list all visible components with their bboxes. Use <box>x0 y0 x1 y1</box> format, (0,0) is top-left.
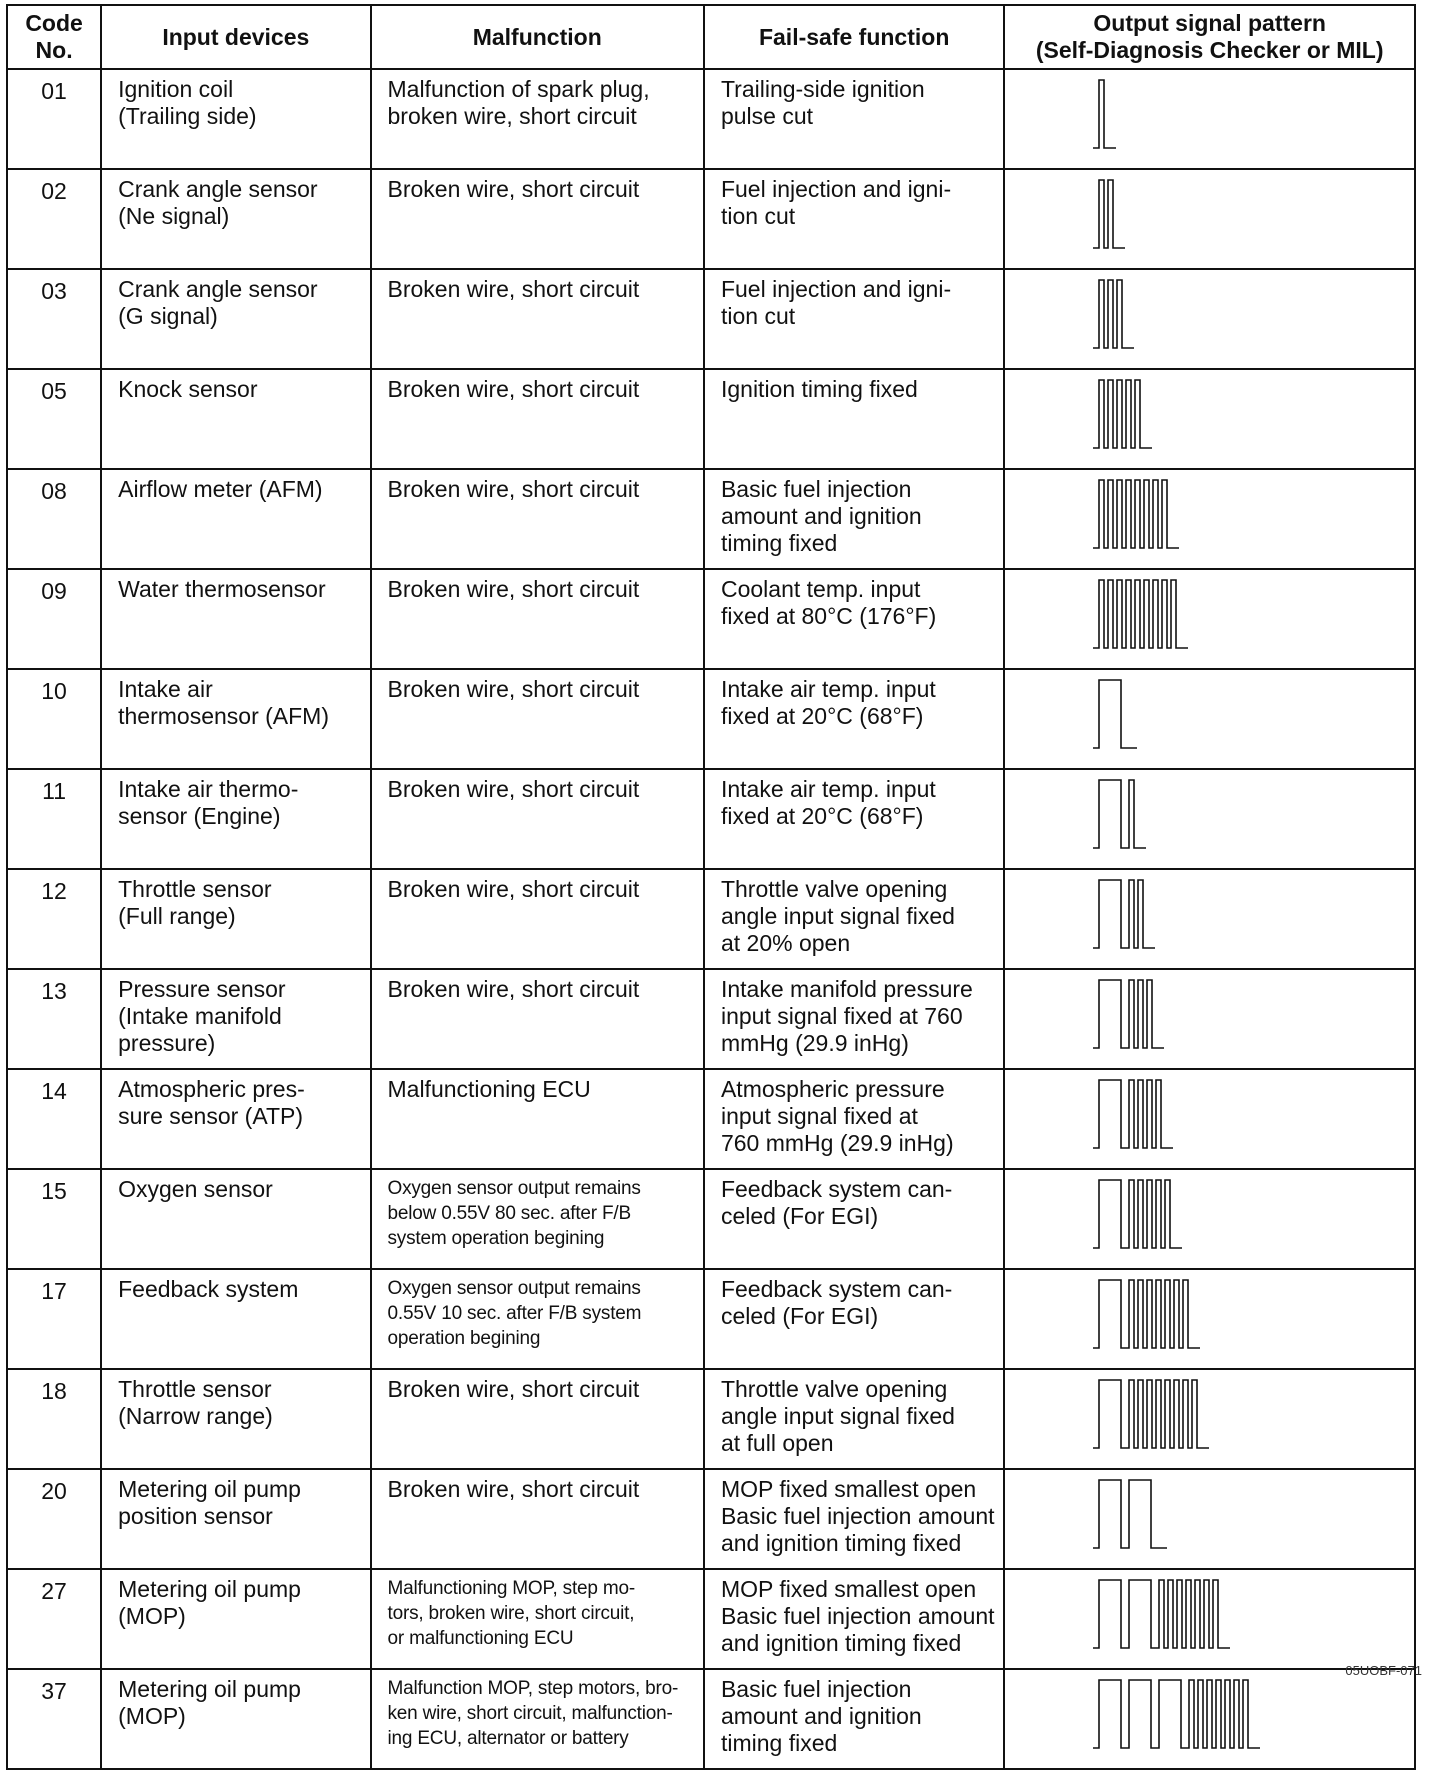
code-cell: 37 <box>7 1669 101 1769</box>
signal-pulse-trace <box>1093 780 1146 848</box>
signal-waveform <box>1005 370 1411 458</box>
code-cell: 12 <box>7 869 101 969</box>
header-code-no: Code No. <box>7 5 101 69</box>
input-device-cell: Water thermosensor <box>101 569 370 669</box>
code-cell: 02 <box>7 169 101 269</box>
table-row <box>7 169 1415 269</box>
code-cell: 14 <box>7 1069 101 1169</box>
table-row <box>7 1369 1415 1469</box>
signal-waveform <box>1005 670 1411 758</box>
table-row <box>7 369 1415 469</box>
table-row <box>7 1569 1415 1669</box>
signal-pulse-trace <box>1093 280 1134 348</box>
signal-pulse-trace <box>1093 680 1137 748</box>
signal-waveform <box>1005 1470 1411 1558</box>
table-row <box>7 1069 1415 1169</box>
signal-waveform <box>1005 1170 1411 1258</box>
code-cell: 17 <box>7 1269 101 1369</box>
fail-safe-cell: Fuel injection and igni- tion cut <box>704 169 1004 269</box>
code-cell: 05 <box>7 369 101 469</box>
signal-pulse-trace <box>1093 1380 1209 1448</box>
code-cell: 11 <box>7 769 101 869</box>
code-cell: 20 <box>7 1469 101 1569</box>
signal-pattern-cell <box>1004 969 1415 1069</box>
fail-safe-cell: Throttle valve opening angle input signal fixed at 20% open <box>704 869 1004 969</box>
signal-waveform <box>1005 1370 1411 1458</box>
signal-pulse-trace <box>1093 1280 1200 1348</box>
signal-pulse-trace <box>1093 1680 1260 1748</box>
code-cell: 15 <box>7 1169 101 1269</box>
signal-pattern-cell <box>1004 69 1415 169</box>
signal-waveform <box>1005 770 1411 858</box>
input-device-cell: Knock sensor <box>101 369 370 469</box>
signal-pattern-cell <box>1004 269 1415 369</box>
malfunction-cell: Broken wire, short circuit <box>371 1369 704 1469</box>
malfunction-cell: Broken wire, short circuit <box>371 469 704 569</box>
input-device-cell: Pressure sensor (Intake manifold pressure) <box>101 969 370 1069</box>
fail-safe-cell: MOP fixed smallest open Basic fuel injection amount and ignition timing fixed <box>704 1569 1004 1669</box>
signal-pattern-cell <box>1004 1469 1415 1569</box>
signal-pulse-trace <box>1093 580 1188 648</box>
table-row <box>7 669 1415 769</box>
fail-safe-cell: Intake manifold pressure input signal fixed at 760 mmHg (29.9 inHg) <box>704 969 1004 1069</box>
malfunction-cell: Malfunctioning MOP, step mo- tors, broken wire, short circuit, or malfunctioning ECU <box>371 1569 704 1669</box>
input-device-cell: Feedback system <box>101 1269 370 1369</box>
table-row <box>7 1269 1415 1369</box>
table-row <box>7 1469 1415 1569</box>
table-row <box>7 1169 1415 1269</box>
code-cell: 09 <box>7 569 101 669</box>
header-fail-safe-function: Fail-safe function <box>704 5 1004 69</box>
malfunction-cell: Broken wire, short circuit <box>371 569 704 669</box>
fail-safe-cell: Basic fuel injection amount and ignition timing fixed <box>704 469 1004 569</box>
signal-pulse-trace <box>1093 980 1164 1048</box>
malfunction-cell: Broken wire, short circuit <box>371 169 704 269</box>
input-device-cell: Oxygen sensor <box>101 1169 370 1269</box>
input-device-cell: Crank angle sensor (Ne signal) <box>101 169 370 269</box>
malfunction-cell: Broken wire, short circuit <box>371 369 704 469</box>
signal-pattern-cell <box>1004 1269 1415 1369</box>
signal-waveform <box>1005 1270 1411 1358</box>
table-row <box>7 569 1415 669</box>
malfunction-cell: Malfunction of spark plug, broken wire, short circuit <box>371 69 704 169</box>
signal-waveform <box>1005 870 1411 958</box>
table-row <box>7 269 1415 369</box>
signal-pattern-cell <box>1004 669 1415 769</box>
table-body <box>7 69 1415 1769</box>
table-row <box>7 769 1415 869</box>
input-device-cell: Intake air thermo- sensor (Engine) <box>101 769 370 869</box>
fail-safe-cell: Feedback system can- celed (For EGI) <box>704 1269 1004 1369</box>
malfunction-cell: Oxygen sensor output remains below 0.55V 80 sec. after F/B system operation begining <box>371 1169 704 1269</box>
signal-pattern-cell <box>1004 1069 1415 1169</box>
signal-pulse-trace <box>1093 380 1152 448</box>
signal-waveform <box>1005 1570 1411 1658</box>
fail-safe-cell: Trailing-side ignition pulse cut <box>704 69 1004 169</box>
table-row <box>7 969 1415 1069</box>
malfunction-cell: Broken wire, short circuit <box>371 969 704 1069</box>
signal-pattern-cell <box>1004 769 1415 869</box>
signal-waveform <box>1005 70 1411 158</box>
header-row <box>7 5 1415 69</box>
signal-pattern-cell <box>1004 169 1415 269</box>
signal-pattern-cell <box>1004 1169 1415 1269</box>
malfunction-cell: Broken wire, short circuit <box>371 869 704 969</box>
fail-safe-cell: Ignition timing fixed <box>704 369 1004 469</box>
fail-safe-cell: Fuel injection and igni- tion cut <box>704 269 1004 369</box>
table-row <box>7 1669 1415 1769</box>
code-cell: 27 <box>7 1569 101 1669</box>
code-cell: 08 <box>7 469 101 569</box>
diagnosis-code-table <box>6 4 1416 1770</box>
fail-safe-cell: Intake air temp. input fixed at 20°C (68°F) <box>704 769 1004 869</box>
signal-pulse-trace <box>1093 80 1116 148</box>
code-cell: 03 <box>7 269 101 369</box>
signal-pulse-trace <box>1093 1180 1182 1248</box>
input-device-cell: Airflow meter (AFM) <box>101 469 370 569</box>
signal-pulse-trace <box>1093 1080 1173 1148</box>
table-row <box>7 469 1415 569</box>
fail-safe-cell: Basic fuel injection amount and ignition timing fixed <box>704 1669 1004 1769</box>
input-device-cell: Throttle sensor (Narrow range) <box>101 1369 370 1469</box>
malfunction-cell: Malfunctioning ECU <box>371 1069 704 1169</box>
fail-safe-cell: Throttle valve opening angle input signal fixed at full open <box>704 1369 1004 1469</box>
header-input-devices: Input devices <box>101 5 370 69</box>
signal-pattern-cell <box>1004 469 1415 569</box>
signal-waveform <box>1005 1670 1411 1758</box>
fail-safe-cell: Feedback system can- celed (For EGI) <box>704 1169 1004 1269</box>
input-device-cell: Throttle sensor (Full range) <box>101 869 370 969</box>
signal-pattern-cell <box>1004 569 1415 669</box>
signal-pulse-trace <box>1093 1480 1167 1548</box>
header-output-signal-pattern: Output signal pattern (Self-Diagnosis Checker or MIL) <box>1004 5 1415 69</box>
input-device-cell: Crank angle sensor (G signal) <box>101 269 370 369</box>
malfunction-cell: Malfunction MOP, step motors, bro- ken wire, short circuit, malfunction- ing ECU, alternator or battery <box>371 1669 704 1769</box>
input-device-cell: Intake air thermosensor (AFM) <box>101 669 370 769</box>
signal-pulse-trace <box>1093 880 1155 948</box>
signal-pulse-trace <box>1093 1580 1230 1648</box>
malfunction-cell: Broken wire, short circuit <box>371 669 704 769</box>
code-cell: 13 <box>7 969 101 1069</box>
signal-pulse-trace <box>1093 480 1179 548</box>
code-cell: 10 <box>7 669 101 769</box>
signal-pulse-trace <box>1093 180 1125 248</box>
signal-pattern-cell <box>1004 369 1415 469</box>
input-device-cell: Metering oil pump position sensor <box>101 1469 370 1569</box>
signal-pattern-cell <box>1004 1569 1415 1669</box>
input-device-cell: Ignition coil (Trailing side) <box>101 69 370 169</box>
header-malfunction: Malfunction <box>371 5 704 69</box>
fail-safe-cell: MOP fixed smallest open Basic fuel injection amount and ignition timing fixed <box>704 1469 1004 1569</box>
signal-waveform <box>1005 470 1411 558</box>
signal-waveform <box>1005 970 1411 1058</box>
signal-waveform <box>1005 1070 1411 1158</box>
fail-safe-cell: Intake air temp. input fixed at 20°C (68°F) <box>704 669 1004 769</box>
code-cell: 18 <box>7 1369 101 1469</box>
table-row <box>7 69 1415 169</box>
malfunction-cell: Oxygen sensor output remains 0.55V 10 sec. after F/B system operation begining <box>371 1269 704 1369</box>
signal-pattern-cell <box>1004 1669 1415 1769</box>
table-row <box>7 869 1415 969</box>
malfunction-cell: Broken wire, short circuit <box>371 269 704 369</box>
input-device-cell: Metering oil pump (MOP) <box>101 1569 370 1669</box>
fail-safe-cell: Atmospheric pressure input signal fixed at 760 mmHg (29.9 inHg) <box>704 1069 1004 1169</box>
signal-waveform <box>1005 270 1411 358</box>
input-device-cell: Metering oil pump (MOP) <box>101 1669 370 1769</box>
signal-pattern-cell <box>1004 1369 1415 1469</box>
signal-pattern-cell <box>1004 869 1415 969</box>
input-device-cell: Atmospheric pres- sure sensor (ATP) <box>101 1069 370 1169</box>
malfunction-cell: Broken wire, short circuit <box>371 769 704 869</box>
malfunction-cell: Broken wire, short circuit <box>371 1469 704 1569</box>
code-cell: 01 <box>7 69 101 169</box>
page-reference-code: 05UOBF-071 <box>1345 1663 1422 1678</box>
fail-safe-cell: Coolant temp. input fixed at 80°C (176°F) <box>704 569 1004 669</box>
signal-waveform <box>1005 170 1411 258</box>
signal-waveform <box>1005 570 1411 658</box>
